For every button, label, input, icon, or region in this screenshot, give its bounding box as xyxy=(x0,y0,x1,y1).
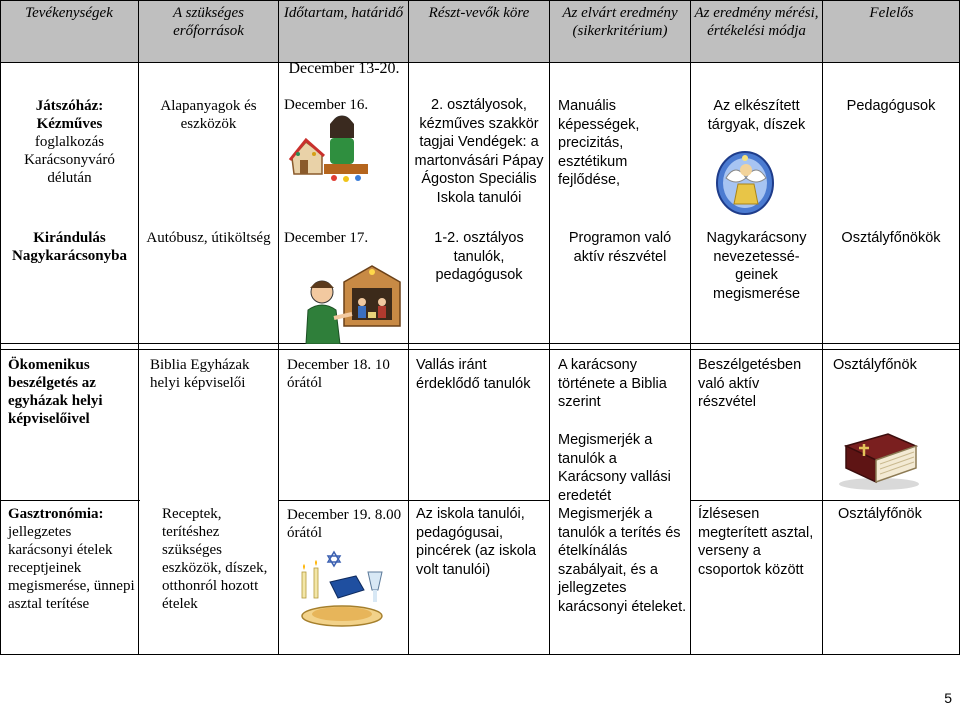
row4-participants: Az iskola tanulói, pedagógusai, pincérek (az iskola volt tanulói) xyxy=(416,506,537,578)
row2-responsible: Osztályfőnökök xyxy=(841,230,941,246)
header-measure: Az eredmény mérési, értékelési módja xyxy=(691,0,822,62)
row4-measure: Ízlésesen megterített asztal, verseny a csoportok között xyxy=(698,506,814,578)
grid-line xyxy=(0,0,960,1)
row4-deadline: December 19. 8.00 órától xyxy=(287,507,402,541)
row4-resources: Receptek, terítéshez szükséges eszközök, díszek, otthonról hozott ételek xyxy=(162,506,268,612)
row2-measure: Nagykarácsony nevezetessé-geinek megismerése xyxy=(706,230,807,302)
grid-line xyxy=(279,500,550,501)
page-number: 5 xyxy=(944,690,952,706)
row3-expected-origin: Megismerjék a tanulók a Karácsony vallási eredetét xyxy=(558,432,671,504)
header-deadline: Időtartam, határidő xyxy=(279,0,408,62)
row2-expected: Programon való aktív részvétel xyxy=(568,230,672,265)
grid-line xyxy=(690,0,691,655)
grid-line xyxy=(278,0,279,655)
row1-resources: Alapanyagok és eszközök xyxy=(160,98,257,132)
row1-responsible: Pedagógusok xyxy=(846,98,936,114)
header-activities: Tevékenységek xyxy=(0,0,138,62)
grid-line xyxy=(691,500,960,501)
header-expected: Az elvárt eredmény (sikerkritérium) xyxy=(550,0,690,62)
grid-line xyxy=(138,0,139,655)
row2-participants: 1-2. osztályos tanulók, pedagógusok xyxy=(434,230,524,283)
row1-deadline: December 16. xyxy=(284,97,369,113)
row1-deadline-range: December 13-20. xyxy=(288,60,400,77)
grid-line xyxy=(0,0,1,655)
row1-activity: Játszóház: Kézműves foglalkozás Karácsonyváró délután xyxy=(24,98,115,186)
crafting-children-clipart xyxy=(286,108,370,184)
header-responsible: Felelős xyxy=(823,0,960,62)
grid-line xyxy=(0,343,960,344)
bible-clipart xyxy=(836,426,922,492)
row2-activity: Kirándulás Nagykarácsonyba xyxy=(11,230,127,264)
header-participants: Részt-vevők köre xyxy=(409,0,549,62)
row1-expected: Manuális képességek, precizitás, esztétikum fejlődése, xyxy=(558,98,640,188)
grid-line xyxy=(0,500,140,501)
row3-measure: Beszélgetésben való aktív részvétel xyxy=(698,357,802,410)
grid-line xyxy=(0,62,960,63)
row2-deadline: December 17. xyxy=(284,230,369,246)
row3-deadline: December 18. 10 órától xyxy=(287,357,390,391)
header-resources: A szükséges erőforrások xyxy=(139,0,278,62)
row2-resources: Autóbusz, útiköltség xyxy=(146,230,271,246)
row4-activity: Gasztronómia: jellegzetes karácsonyi ételek receptjeinek megismerése, ünnepi asztal terítése xyxy=(8,506,135,612)
holiday-table-clipart xyxy=(294,546,390,636)
grid-line xyxy=(0,349,960,350)
row4-responsible: Osztályfőnök xyxy=(838,506,922,522)
grid-line xyxy=(822,0,823,655)
row3-responsible: Osztályfőnök xyxy=(833,357,917,373)
row1-participants: 2. osztályosok, kézműves szakkör tagjai Vendégek: a martonvásári Pápay Ágoston Speciális Iskola tanulói xyxy=(414,97,544,206)
row3-participants: Vallás iránt érdeklődő tanulók xyxy=(416,357,531,392)
row3-activity: Ökomenikus beszélgetés az egyházak helyi képviselőivel xyxy=(8,357,103,427)
row3-expected: A karácsony története a Biblia szerint xyxy=(558,357,667,410)
grid-line xyxy=(408,0,409,655)
nativity-scene-clipart xyxy=(300,262,402,344)
grid-line xyxy=(549,0,550,655)
angel-ornament-clipart xyxy=(712,148,778,218)
grid-line xyxy=(0,654,960,655)
row3-resources: Biblia Egyházak helyi képviselői xyxy=(150,357,250,391)
row4-expected: Megismerjék a tanulók a terítés és ételkínálás szabályait, és a jellegzetes karácsonyi ételeket. xyxy=(558,506,687,615)
row1-measure: Az elkészített tárgyak, díszek xyxy=(707,98,806,133)
